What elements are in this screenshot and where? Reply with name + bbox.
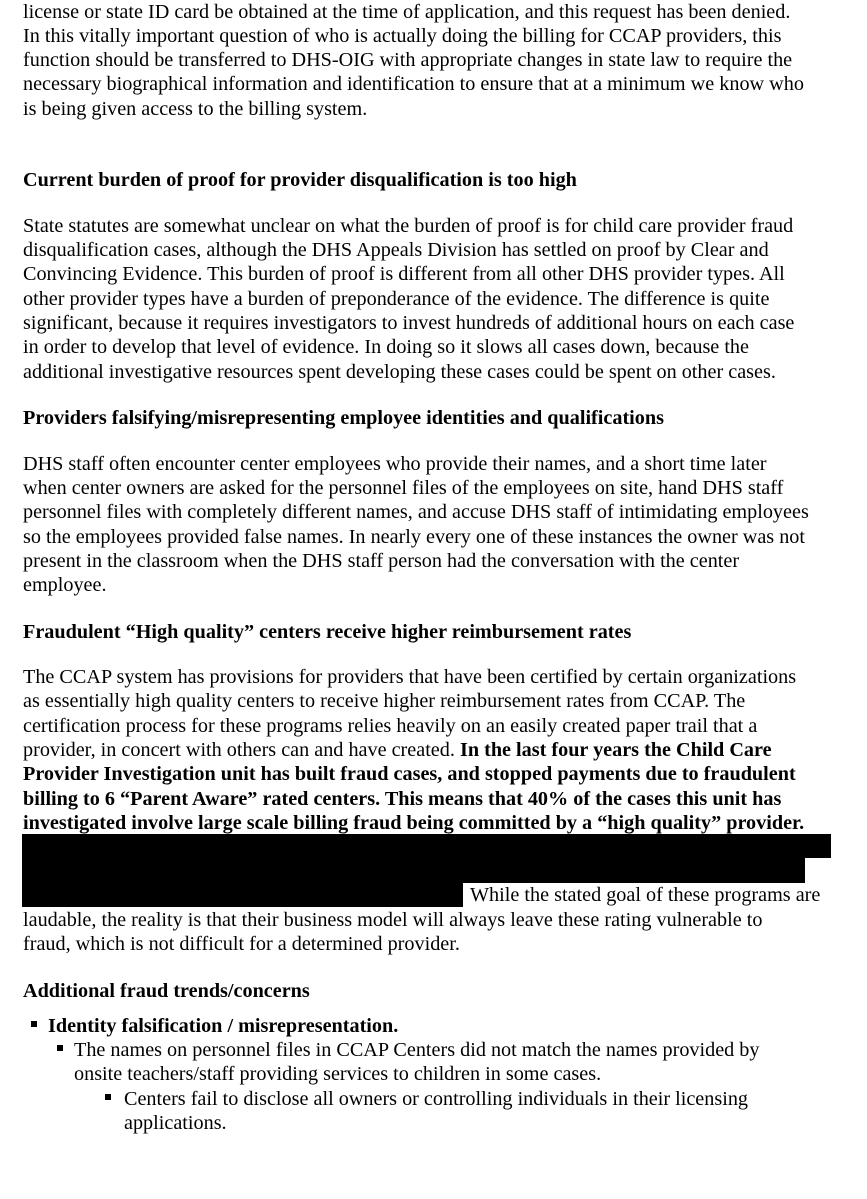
quality-line-2: as essentially high quality centers to receive higher reimbursement rates from CCAP. The bbox=[23, 690, 746, 712]
intro-line-5: is being given access to the billing system. bbox=[23, 98, 368, 120]
quality-line-4 bbox=[23, 738, 772, 762]
burden-line-4: other provider types have a burden of preponderance of the evidence. The difference is quite bbox=[23, 288, 770, 310]
quality-line-7: investigated involve large scale billing fraud being committed by a “high quality” provider. bbox=[23, 812, 805, 834]
quality-line-3: certification process for these programs relies heavily on an easily created paper trail that a bbox=[23, 715, 758, 737]
burden-line-3: Convincing Evidence. This burden of proof is different from all other DHS provider types. All bbox=[23, 263, 785, 285]
intro-line-1: license or state ID card be obtained at the time of application, and this request has been denied. bbox=[23, 1, 791, 23]
quality-after-redaction: While the stated goal of these programs are bbox=[470, 884, 821, 906]
bullet-personnel-files-line-2: onsite teachers/staff providing services to children in some cases. bbox=[74, 1063, 602, 1085]
redaction-block-1 bbox=[22, 834, 831, 858]
quality-line-10: fraud, which is not difficult for a determined provider. bbox=[23, 933, 460, 955]
redaction-block-2 bbox=[22, 858, 805, 883]
identities-line-5: present in the classroom when the DHS staff person had the conversation with the center bbox=[23, 550, 740, 572]
quality-line-4-bold: In the last four years the Child Care bbox=[459, 739, 772, 761]
quality-line-1: The CCAP system has provisions for providers that have been certified by certain organizations bbox=[23, 666, 797, 688]
identities-line-2: when center owners are asked for the personnel files of the employees on site, hand DHS staff bbox=[23, 477, 784, 499]
burden-line-5: significant, because it requires investigators to invest hundreds of additional hours on each case bbox=[23, 312, 795, 334]
intro-line-3: function should be transferred to DHS-OIG with appropriate changes in state law to require the bbox=[23, 49, 793, 71]
identities-line-6: employee. bbox=[23, 574, 107, 596]
heading-burden-of-proof: Current burden of proof for provider disqualification is too high bbox=[23, 169, 577, 191]
intro-line-2: In this vitally important question of who is actually doing the billing for CCAP providers, this bbox=[23, 25, 782, 47]
identities-line-1: DHS staff often encounter center employees who provide their names, and a short time later bbox=[23, 453, 767, 475]
bullet-owners-disclosure-line-2: applications. bbox=[124, 1112, 227, 1134]
intro-line-4: necessary biographical information and identification to ensure that at a minimum we know who bbox=[23, 73, 804, 95]
burden-line-2: disqualification cases, although the DHS Appeals Division has settled on proof by Clear and bbox=[23, 239, 769, 261]
bullet-owners-disclosure-line-1: Centers fail to disclose all owners or controlling individuals in their licensing bbox=[124, 1088, 749, 1110]
bullet-square-icon bbox=[57, 1045, 63, 1051]
burden-line-6: in order to develop that level of evidence. In doing so it slows all cases down, because the bbox=[23, 336, 749, 358]
bullet-square-icon bbox=[105, 1094, 111, 1100]
identities-line-4: so the employees provided false names. In nearly every one of these instances the owner was not bbox=[23, 526, 806, 548]
quality-line-5: Provider Investigation unit has built fraud cases, and stopped payments due to fraudulent bbox=[23, 763, 796, 785]
quality-line-6: billing to 6 “Parent Aware” rated centers. This means that 40% of the cases this unit has bbox=[23, 788, 782, 810]
redaction-block-3 bbox=[22, 883, 463, 907]
identities-line-3: personnel files with completely different names, and accuse DHS staff of intimidating employees bbox=[23, 501, 809, 523]
heading-employee-identities: Providers falsifying/misrepresenting employee identities and qualifications bbox=[23, 407, 664, 429]
heading-additional-trends: Additional fraud trends/concerns bbox=[23, 980, 310, 1002]
quality-line-9: laudable, the reality is that their business model will always leave these rating vulnerable to bbox=[23, 909, 763, 931]
bullet-personnel-files-line-1: The names on personnel files in CCAP Centers did not match the names provided by bbox=[74, 1039, 760, 1061]
bullet-square-icon bbox=[31, 1021, 37, 1027]
quality-line-4-normal: provider, in concert with others can and have created. bbox=[23, 739, 460, 761]
bullet-identity-falsification: Identity falsification / misrepresentation. bbox=[48, 1015, 399, 1037]
burden-line-7: additional investigative resources spent developing these cases could be spent on other cases. bbox=[23, 361, 776, 383]
burden-line-1: State statutes are somewhat unclear on what the burden of proof is for child care provider fraud bbox=[23, 215, 794, 237]
heading-high-quality-centers: Fraudulent “High quality” centers receive higher reimbursement rates bbox=[23, 621, 632, 643]
